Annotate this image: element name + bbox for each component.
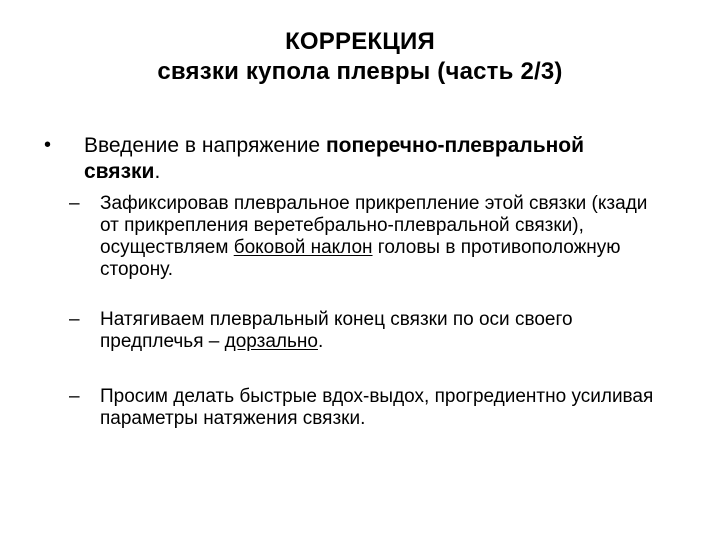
sub-bullet-1-before: Зафиксировав плевральное прикрепление этой связки (кзади от прикрепления веретебрально-плевральной связки), осуществляем	[100, 193, 648, 258]
bullet-main-text	[84, 134, 584, 183]
sub-bullet-2-after: .	[317, 331, 324, 352]
sub-bullet-2-before: Натягиваем плевральный конец связки по оси своего предплечья –	[100, 309, 573, 352]
bullet-bold-text-line2: связки	[84, 160, 155, 183]
slide-title	[0, 0, 720, 87]
dash-marker: –	[69, 193, 80, 214]
slide-title-line-2: связки купола плевры (часть 2/3)	[157, 58, 563, 85]
sub-bullet-text	[100, 386, 653, 429]
sub-bullet-1-underlined: боковой наклон	[233, 237, 373, 258]
sub-bullet-item-2	[69, 309, 664, 353]
sub-bullet-2-underlined: дорзально	[224, 331, 318, 352]
bullet-dot-marker: •	[44, 134, 52, 156]
sub-bullet-3-before: Просим делать быстрые вдох-выдох, прогредиентно усиливая параметры натяжения связки.	[100, 386, 654, 429]
sub-bullet-text	[100, 193, 647, 280]
sub-bullet-item-1	[69, 193, 664, 281]
dash-marker: –	[69, 386, 80, 407]
bullet-item-main	[44, 133, 676, 185]
dash-marker: –	[69, 309, 80, 330]
bullet-lead-text: Введение в напряжение	[84, 134, 326, 157]
bullet-tail-text: .	[154, 160, 161, 183]
slide-title-line-1: КОРРЕКЦИЯ	[285, 28, 435, 55]
sub-bullet-text	[100, 309, 573, 352]
bullet-bold-text-line1: поперечно-плевральной	[325, 134, 585, 157]
sub-bullet-item-3	[69, 386, 664, 430]
sub-bullet-1-after: головы в противоположную сторону.	[100, 237, 621, 280]
